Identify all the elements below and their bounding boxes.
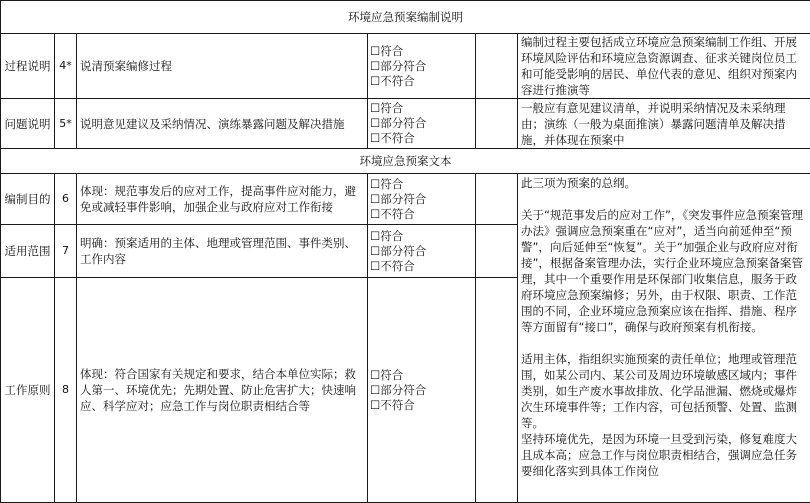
table-row (1, 34, 810, 99)
section-title-description: 环境应急预案编制说明 (1, 1, 810, 34)
item-number: 6 (55, 174, 77, 225)
item-number: 4* (55, 34, 77, 99)
category-cell: 工作原则 (1, 278, 55, 503)
requirement-cell: 说清预案编修过程 (77, 34, 368, 99)
requirement-cell: 体现：规范事发后的应对工作，提高事件应对能力，避免或减轻事件影响，加强企业与政府应对工作衔接 (77, 174, 368, 225)
note-paragraph: 关于“规范事发后的应对工作”，《突发事件应急预案管理办法》强调应急预案重在“应对”，适当向前延伸至“预警”，向后延伸至“恢复”。关于“加强企业与政府应对衔接”，根据备案管理办法，实行企业环境应急预案备案管理，其中一个重要作用是环保部门收集信息，服务于政府环境应急预案编修；另外，由于权限、职责、工作范围的不同，企业环境应急预案应该在指挥、措施、程序等方面留有“接口”，确保与政府预案有机衔接。 (521, 208, 804, 334)
compliance-options (368, 225, 476, 278)
option-conform[interactable]: ☐符合 (370, 228, 404, 243)
option-conform[interactable]: ☐符合 (370, 43, 404, 58)
option-partial[interactable]: ☐部分符合 (370, 116, 427, 130)
section-header-description (1, 1, 810, 34)
compliance-options (368, 174, 476, 225)
option-nonconform[interactable]: ☐不符合 (370, 131, 415, 145)
category-cell: 编制目的 (1, 174, 55, 225)
option-nonconform[interactable]: ☐不符合 (370, 397, 415, 412)
table-row (1, 99, 810, 149)
compliance-options (368, 34, 476, 99)
compliance-options (368, 99, 476, 149)
table-row (1, 174, 810, 225)
note-paragraph: 适用主体，指组织实施预案的责任单位；地理或管理范围，如某公司内、某公司及周边环境敏感区域内；事件类别，如生产废水事故排放、化学品泄漏、燃烧或爆炸次生环境事件等；工作内容，可包括预警、处置、监测等。 (521, 352, 797, 430)
item-number: 5* (55, 99, 77, 149)
section-title-text: 环境应急预案文本 (1, 149, 810, 174)
option-conform[interactable]: ☐符合 (370, 367, 404, 382)
blank-cell (476, 34, 518, 99)
option-nonconform[interactable]: ☐不符合 (370, 206, 415, 221)
blank-cell (476, 278, 518, 503)
requirement-cell: 明确：预案适用的主体、地理或管理范围、事件类别、工作内容 (77, 225, 368, 278)
section-header-text (1, 149, 810, 174)
item-number: 7 (55, 225, 77, 278)
blank-cell (476, 99, 518, 149)
blank-cell (476, 225, 518, 278)
note-paragraph: 坚持环境优先，是因为环境一旦受到污染，修复难度大且成本高；应急工作与岗位职责相结合，强调应急任务要细化落实到具体工作岗位 (521, 432, 797, 478)
requirement-cell: 说明意见建议及采纳情况、演练暴露问题及解决措施 (77, 99, 368, 149)
note-paragraph: 此三项为预案的总纲。 (521, 176, 636, 190)
option-conform[interactable]: ☐符合 (370, 176, 404, 191)
requirement-cell: 体现：符合国家有关规定和要求，结合本单位实际；救人第一、环境优先；先期处置、防止危害扩大；快速响应、科学应对；应急工作与岗位职责相结合等 (77, 278, 368, 503)
option-conform[interactable]: ☐符合 (370, 101, 404, 115)
option-partial[interactable]: ☐部分符合 (370, 382, 427, 397)
option-partial[interactable]: ☐部分符合 (370, 58, 427, 73)
category-cell: 过程说明 (1, 34, 55, 99)
compliance-options (368, 278, 476, 503)
category-cell: 适用范围 (1, 225, 55, 278)
merged-note-cell (518, 174, 810, 503)
category-cell: 问题说明 (1, 99, 55, 149)
blank-cell (476, 174, 518, 225)
option-partial[interactable]: ☐部分符合 (370, 191, 427, 206)
option-nonconform[interactable]: ☐不符合 (370, 73, 415, 88)
option-nonconform[interactable]: ☐不符合 (370, 258, 415, 273)
item-number: 8 (55, 278, 77, 503)
note-cell: 一般应有意见建议清单，并说明采纳情况及未采纳理由；演练（一般为桌面推演）暴露问题清单及解决措施，并体现在预案中 (518, 99, 810, 149)
note-cell: 编制过程主要包括成立环境应急预案编制工作组、开展环境风险评估和环境应急资源调查、征求关键岗位员工和可能受影响的居民、单位代表的意见、组织对预案内容进行推演等 (518, 34, 810, 99)
option-partial[interactable]: ☐部分符合 (370, 243, 427, 258)
